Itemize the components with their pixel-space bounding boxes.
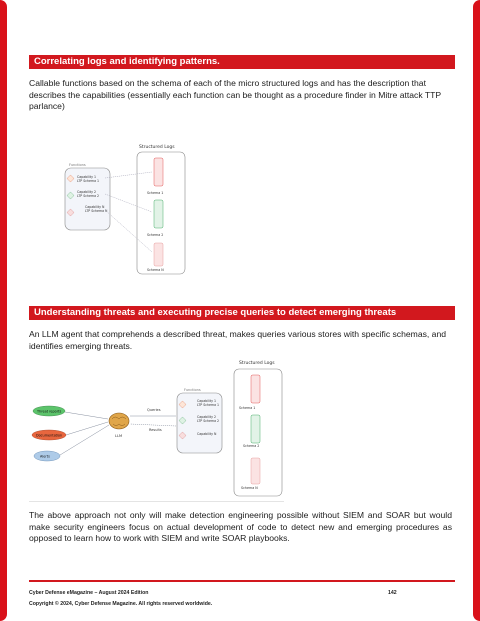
footer-page-number: 142 [388,590,397,596]
diagram2-functions-label: Functions [184,388,201,392]
diagram2-capability-1-label: Capability 1 LTP Schema 1 [197,399,220,407]
diagram2-log-1 [251,375,260,403]
diagram2-capability-2-label: Capability 2 LTP Schema 2 [197,415,220,423]
diagram1-log-1-label: Schema 1 [147,191,164,195]
input-threat-reports-label: Threat reports [37,409,62,414]
llm-brain-icon [109,413,129,429]
diagram2-log-2 [251,415,260,443]
llm-label: LLM [115,434,123,438]
section2-body: An LLM agent that comprehends a described threat, makes queries various stores with specific schemas, and identifies emerging threats. [29,329,447,351]
diagram2-capability-n-label: Capability N [197,432,217,436]
diagram1-log-2 [154,200,163,228]
diagram2-divider [29,501,284,502]
footer-copyright: Copyright © 2024, Cyber Defense Magazine. All rights reserved worldwide. [29,601,213,607]
diagram1-log-n-label: Schema N [147,268,164,272]
diagram1-title: Structured Logs [139,145,175,150]
section2-heading: Understanding threats and executing precise queries to detect emerging threats [29,306,455,320]
capability-n-label: Capability N LTP Schema N [85,205,108,213]
input-alerts-label: Alerts [40,454,50,459]
input-documentation-label: Documentation [36,433,63,438]
results-label: Results [149,428,162,432]
diagram2-log-2-label: Schema 2 [243,444,260,448]
diagram2-input-threat-reports [33,406,65,416]
diagram1-functions-label: Functions [69,163,86,167]
diagram1-log-n [154,243,163,266]
diagram1-log-2-label: Schema 2 [147,233,164,237]
diagram2-input-documentation [32,430,66,440]
diagram2-log-1-label: Schema 1 [239,406,256,410]
queries-label: Queries [147,408,161,412]
left-red-edge [0,0,7,621]
diagram2-title: Structured Logs [239,361,275,366]
diagram1-arrows [105,172,152,252]
diagram1-log-1 [154,158,163,186]
right-red-edge [473,0,480,621]
diagram2-input-alerts [34,451,60,461]
footer-edition: Cyber Defense eMagazine – August 2024 Edition [29,590,149,596]
footer-rule [29,580,455,582]
section1-body: Callable functions based on the schema of each of the micro structured logs and has the description that describes the capabilities (essentially each function can be thought as a procedure finder in Mitre attack TTP parlance) [29,78,441,112]
capability-2-label: Capability 2 LTP Schema 2 [77,190,100,198]
conclusion-paragraph: The above approach not only will make detection engineering possible without SIEM and SOAR but would make security engineers focus on actual development of code to detect new and emerging procedures as opposed to learn how to work with SIEM and write SOAR playbooks. [29,510,452,544]
capability-1-label: Capability 1 LTP Schema 1 [77,175,100,183]
diagram2-log-n-label: Schema N [241,486,258,490]
section1-heading: Correlating logs and identifying patterns. [29,55,455,69]
diagram2-log-n [251,458,260,484]
diagram2 [29,355,289,500]
diagram1 [55,140,255,280]
